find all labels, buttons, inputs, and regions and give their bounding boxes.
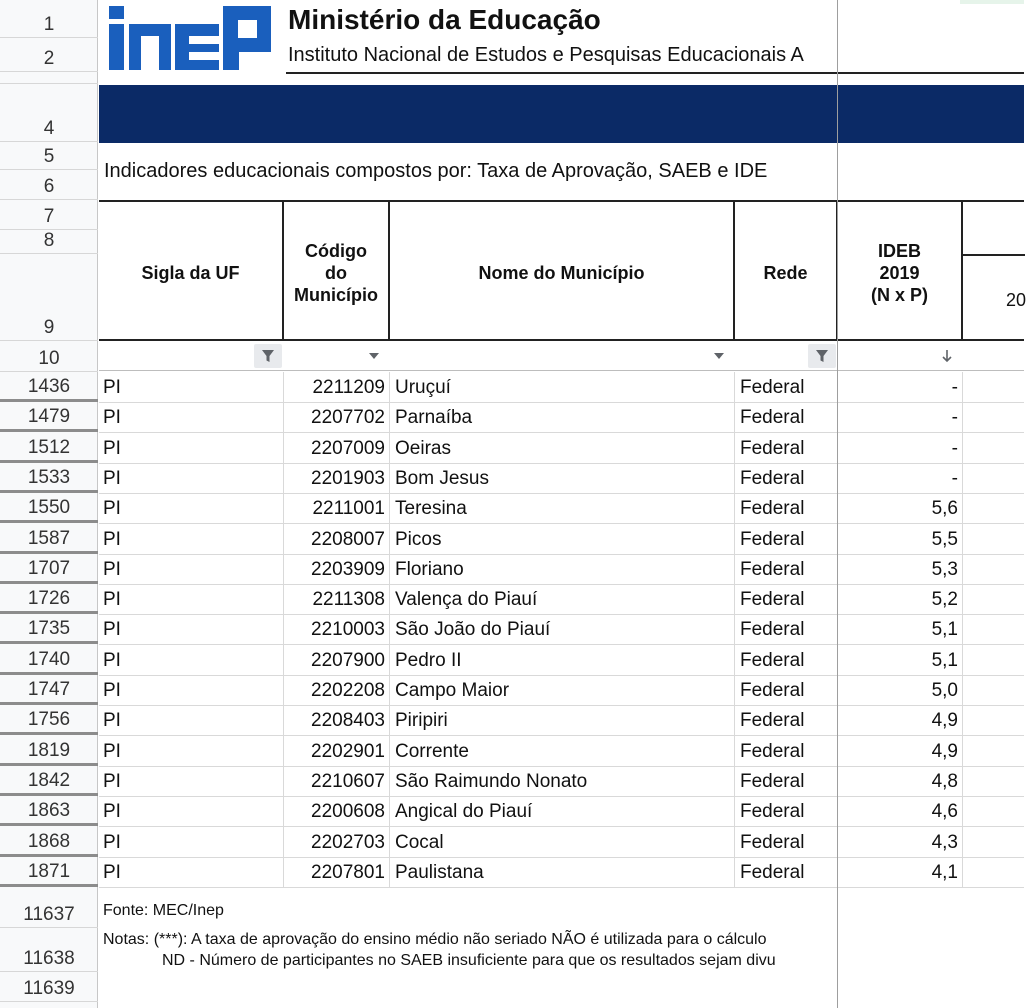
row-header-9[interactable]: 9: [0, 254, 98, 341]
cell-rede[interactable]: Federal: [735, 614, 838, 644]
table-row: [99, 705, 1024, 736]
cell-ideb[interactable]: 4,9: [838, 705, 963, 735]
cell-rede[interactable]: Federal: [735, 554, 838, 584]
cell-municipio[interactable]: Parnaíba: [390, 402, 735, 432]
cell-next-column[interactable]: [963, 463, 1024, 493]
cell-codigo[interactable]: 2207801: [284, 857, 390, 887]
cell-ideb[interactable]: 5,1: [838, 645, 963, 675]
table-row: [99, 766, 1024, 797]
header-sigla-uf[interactable]: [99, 202, 284, 339]
cell-uf[interactable]: PI: [99, 645, 284, 675]
header-rede[interactable]: [735, 202, 838, 339]
cell-uf[interactable]: PI: [99, 766, 284, 796]
row-header-data[interactable]: 1707: [0, 554, 98, 584]
cell-next-column[interactable]: [963, 614, 1024, 644]
cell-ideb[interactable]: 5,1: [838, 614, 963, 644]
cell-municipio[interactable]: Uruçuí: [390, 372, 735, 402]
row-header-data[interactable]: 1819: [0, 736, 98, 766]
filter-icon: [261, 349, 275, 363]
cell-rede[interactable]: Federal: [735, 645, 838, 675]
cell-next-column[interactable]: [963, 766, 1024, 796]
cell-municipio[interactable]: São Raimundo Nonato: [390, 766, 735, 796]
cell-municipio[interactable]: Angical do Piauí: [390, 796, 735, 826]
row-header-data[interactable]: 1436: [0, 372, 98, 402]
header-nome-municipio[interactable]: [390, 202, 735, 339]
cell-next-column[interactable]: [963, 584, 1024, 614]
cell-codigo[interactable]: 2207009: [284, 433, 390, 463]
cell-next-column[interactable]: [963, 554, 1024, 584]
cell-uf[interactable]: PI: [99, 584, 284, 614]
cell-uf[interactable]: PI: [99, 493, 284, 523]
row-header-data[interactable]: 1587: [0, 524, 98, 554]
cell-codigo[interactable]: 2202901: [284, 736, 390, 766]
cell-codigo[interactable]: 2211001: [284, 493, 390, 523]
header-band: [99, 85, 1024, 143]
inep-logo: [107, 6, 272, 70]
cell-rede[interactable]: Federal: [735, 493, 838, 523]
cell-ideb[interactable]: 5,5: [838, 524, 963, 554]
row-header-data[interactable]: 1533: [0, 463, 98, 493]
cell-municipio[interactable]: São João do Piauí: [390, 614, 735, 644]
filter-municipio-button[interactable]: [705, 344, 733, 368]
cell-uf[interactable]: PI: [99, 554, 284, 584]
row-header-data[interactable]: 1868: [0, 827, 98, 857]
selection-indicator: [960, 0, 1024, 4]
cell-codigo[interactable]: 2202208: [284, 675, 390, 705]
header-next-partial[interactable]: 20: [1006, 290, 1026, 310]
sort-descending-icon: [941, 349, 953, 363]
cell-next-column[interactable]: [963, 402, 1024, 432]
row-header-11639[interactable]: 11639: [0, 972, 98, 1002]
cell-ideb[interactable]: 4,6: [838, 796, 963, 826]
table-row: [99, 675, 1024, 706]
column-header-row: [99, 200, 1024, 341]
row-header-data[interactable]: 1871: [0, 857, 98, 887]
cell-next-column[interactable]: [963, 857, 1024, 887]
dropdown-arrow-icon: [713, 352, 725, 360]
dropdown-arrow-icon: [368, 352, 380, 360]
cell-rede[interactable]: Federal: [735, 857, 838, 887]
table-row: [99, 554, 1024, 585]
cell-rede[interactable]: Federal: [735, 433, 838, 463]
row-header-11637[interactable]: 11637: [0, 888, 98, 928]
sort-ideb-button[interactable]: [933, 344, 961, 368]
table-row: [99, 584, 1024, 615]
cell-ideb[interactable]: 4,9: [838, 736, 963, 766]
indicators-note[interactable]: Indicadores educacionais compostos por: Taxa de Aprovação, SAEB e IDE: [104, 160, 768, 182]
cell-codigo[interactable]: 2203909: [284, 554, 390, 584]
cell-municipio[interactable]: Valença do Piauí: [390, 584, 735, 614]
cell-next-column[interactable]: [963, 796, 1024, 826]
header-ideb-2019[interactable]: [838, 202, 963, 339]
row-header-data[interactable]: 1726: [0, 584, 98, 614]
cell-ideb[interactable]: 5,6: [838, 493, 963, 523]
cell-next-column[interactable]: [963, 736, 1024, 766]
cell-codigo[interactable]: 2207702: [284, 402, 390, 432]
row-header-data[interactable]: 1735: [0, 614, 98, 644]
row-header-3[interactable]: [0, 72, 98, 84]
cell-codigo[interactable]: 2210607: [284, 766, 390, 796]
header-next-divider: [963, 254, 1025, 256]
cell-next-column[interactable]: [963, 675, 1024, 705]
cell-codigo[interactable]: 2207900: [284, 645, 390, 675]
header-nome-label: Nome do Município: [478, 262, 645, 283]
cell-rede[interactable]: Federal: [735, 796, 838, 826]
header-codigo-label: Código do Município: [294, 240, 378, 305]
cell-codigo[interactable]: 2211308: [284, 584, 390, 614]
row-header-data[interactable]: 1863: [0, 796, 98, 826]
cell-municipio[interactable]: Picos: [390, 524, 735, 554]
cell-ideb[interactable]: 5,2: [838, 584, 963, 614]
filter-icon: [815, 349, 829, 363]
cell-next-column[interactable]: [963, 827, 1024, 857]
cell-uf[interactable]: PI: [99, 857, 284, 887]
cell-rede[interactable]: Federal: [735, 736, 838, 766]
row-header-7[interactable]: 7: [0, 200, 98, 230]
header-codigo-municipio[interactable]: [284, 202, 390, 339]
cell-next-column[interactable]: [963, 433, 1024, 463]
row-header-data[interactable]: 1550: [0, 493, 98, 523]
cell-municipio[interactable]: Floriano: [390, 554, 735, 584]
row-header-10[interactable]: 10: [0, 341, 98, 372]
title-underline: [286, 72, 1024, 74]
cell-rede[interactable]: Federal: [735, 463, 838, 493]
cell-next-column[interactable]: [963, 372, 1024, 402]
cell-municipio[interactable]: Campo Maior: [390, 675, 735, 705]
cell-codigo[interactable]: 2211209: [284, 372, 390, 402]
cell-next-column[interactable]: [963, 524, 1024, 554]
cell-ideb[interactable]: 4,3: [838, 827, 963, 857]
row-header-6[interactable]: 6: [0, 170, 98, 200]
cell-uf[interactable]: PI: [99, 524, 284, 554]
cell-rede[interactable]: Federal: [735, 827, 838, 857]
row-header-data[interactable]: 1747: [0, 675, 98, 705]
cell-rede[interactable]: Federal: [735, 402, 838, 432]
table-row: [99, 402, 1024, 433]
cell-rede[interactable]: Federal: [735, 524, 838, 554]
filter-rede-button[interactable]: [808, 344, 836, 368]
row-header-4[interactable]: 4: [0, 84, 98, 142]
cell-ideb[interactable]: -: [838, 372, 963, 402]
cell-next-column[interactable]: [963, 705, 1024, 735]
cell-municipio[interactable]: Bom Jesus: [390, 463, 735, 493]
cell-municipio[interactable]: Oeiras: [390, 433, 735, 463]
cell-rede[interactable]: Federal: [735, 584, 838, 614]
cell-ideb[interactable]: 4,8: [838, 766, 963, 796]
filter-code-button[interactable]: [360, 344, 388, 368]
cell-uf[interactable]: PI: [99, 675, 284, 705]
row-header-data[interactable]: 1756: [0, 705, 98, 735]
row-header-data[interactable]: 1740: [0, 645, 98, 675]
cell-ideb[interactable]: 5,3: [838, 554, 963, 584]
cell-ideb[interactable]: 4,1: [838, 857, 963, 887]
cell-codigo[interactable]: 2210003: [284, 614, 390, 644]
cell-next-column[interactable]: [963, 493, 1024, 523]
row-header-1[interactable]: 1: [0, 0, 98, 38]
cell-municipio[interactable]: Teresina: [390, 493, 735, 523]
row-header-data[interactable]: 1842: [0, 766, 98, 796]
cell-ideb[interactable]: -: [838, 433, 963, 463]
cell-municipio[interactable]: Paulistana: [390, 857, 735, 887]
table-row: [99, 463, 1024, 494]
logo-text: INEP: [107, 6, 110, 7]
header-ideb-label: IDEB 2019 (N x P): [870, 240, 928, 305]
cell-municipio[interactable]: Pedro II: [390, 645, 735, 675]
filter-uf-button[interactable]: [254, 344, 282, 368]
cell-rede[interactable]: Federal: [735, 675, 838, 705]
row-header-8[interactable]: 8: [0, 230, 98, 254]
cell-ideb[interactable]: 5,0: [838, 675, 963, 705]
cell-uf[interactable]: PI: [99, 433, 284, 463]
cell-rede[interactable]: Federal: [735, 372, 838, 402]
cell-uf[interactable]: PI: [99, 402, 284, 432]
cell-codigo[interactable]: 2202703: [284, 827, 390, 857]
cell-ideb[interactable]: -: [838, 402, 963, 432]
cell-uf[interactable]: PI: [99, 463, 284, 493]
row-header-data[interactable]: 1479: [0, 402, 98, 432]
header-rede-label: Rede: [763, 262, 808, 283]
table-row: [99, 433, 1024, 464]
row-header-11638[interactable]: 11638: [0, 928, 98, 972]
table-row: [99, 827, 1024, 858]
cell-uf[interactable]: PI: [99, 736, 284, 766]
row-header-2[interactable]: 2: [0, 38, 98, 72]
cell-municipio[interactable]: Piripiri: [390, 705, 735, 735]
table-row: [99, 796, 1024, 827]
cell-next-column[interactable]: [963, 645, 1024, 675]
institute-name: Instituto Nacional de Estudos e Pesquisas Educacionais A: [288, 44, 804, 66]
table-row: [99, 645, 1024, 676]
frozen-column-divider: [837, 0, 838, 1008]
row-header-data[interactable]: 1512: [0, 433, 98, 463]
header-sigla-uf-label: Sigla da UF: [141, 262, 240, 283]
cell-rede[interactable]: Federal: [735, 766, 838, 796]
cell-codigo[interactable]: 2208007: [284, 524, 390, 554]
table-row: [99, 736, 1024, 767]
row-header-5[interactable]: 5: [0, 142, 98, 170]
cell-codigo[interactable]: 2200608: [284, 796, 390, 826]
cell-codigo[interactable]: 2201903: [284, 463, 390, 493]
cell-uf[interactable]: PI: [99, 796, 284, 826]
table-row: [99, 614, 1024, 645]
cell-uf[interactable]: PI: [99, 372, 284, 402]
filter-row: [99, 341, 1024, 371]
notes-line-1[interactable]: Notas: (***): A taxa de aprovação do ensino médio não seriado NÃO é utilizada para o cálculo: [103, 931, 767, 948]
source-note[interactable]: Fonte: MEC/Inep: [103, 902, 224, 919]
table-row: [99, 493, 1024, 524]
cell-uf[interactable]: PI: [99, 705, 284, 735]
table-row: [99, 372, 1024, 403]
cell-codigo[interactable]: 2208403: [284, 705, 390, 735]
cell-uf[interactable]: PI: [99, 827, 284, 857]
cell-rede[interactable]: Federal: [735, 705, 838, 735]
cell-uf[interactable]: PI: [99, 614, 284, 644]
cell-ideb[interactable]: -: [838, 463, 963, 493]
ministry-title: Ministério da Educação: [288, 4, 601, 35]
cell-municipio[interactable]: Corrente: [390, 736, 735, 766]
notes-line-2[interactable]: ND - Número de participantes no SAEB insuficiente para que os resultados sejam divu: [162, 952, 776, 969]
table-row: [99, 524, 1024, 555]
table-row: [99, 857, 1024, 888]
cell-municipio[interactable]: Cocal: [390, 827, 735, 857]
